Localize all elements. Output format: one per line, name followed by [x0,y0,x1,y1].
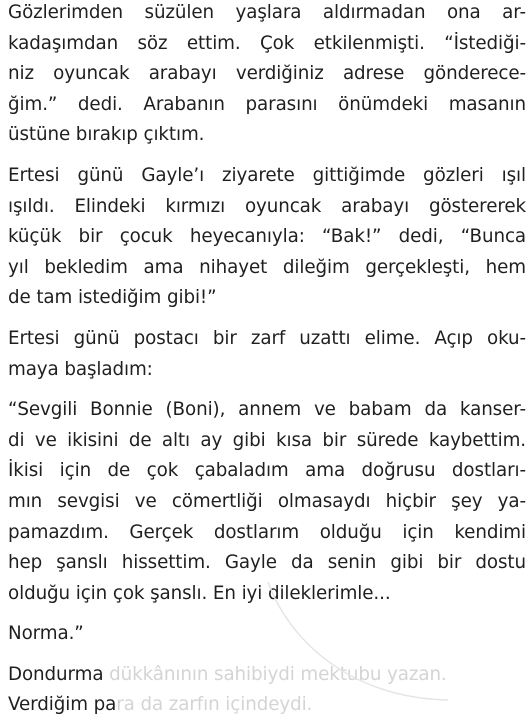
text-line: küçük bir çocuk heyecanıyla: “Bak!” dedi, “Bunca [8,226,526,248]
text-line: di ve ikisini de altı ay gibi kısa bir sürede kaybettim. [8,429,526,451]
text-line: ğim.” dedi. Arabanın parasını önümdeki masanın [8,93,526,115]
paragraph-2 [8,161,526,314]
text-line [8,660,526,691]
text-faded: dükkânının sahibiydi mektubu yazan. [109,663,447,685]
text-line: niz oyuncak arabayı verdiğiniz adrese gönderece- [8,63,526,85]
text-line: İkisi için de çok çabaladım ama doğrusu dostları- [8,460,526,482]
paragraph-4-letter [8,395,526,609]
text-line: ışıldı. Elindeki kırmızı oyuncak arabayı göstererek [8,195,526,217]
text-line: mın sevgisi ve cömertliği olmasaydı hiçbir şey ya- [8,490,526,512]
text-dark: Verdiğim pa [8,694,117,716]
paragraph-6-fading [8,660,526,721]
paragraph-1 [8,0,526,151]
paragraph-3 [8,324,526,385]
text-line: yıl bekledim ama nihayet dileğim gerçekleşti, hem [8,256,526,278]
text-line: pamazdım. Gerçek dostlarım olduğu için kendimi [8,521,526,543]
text-line [8,690,526,721]
text-dark: Dondurma [8,663,110,685]
text-line: üstüne bırakıp çıktım. [8,124,205,146]
text-line: Gözlerimden süzülen yaşlara aldırmadan ona ar- [8,2,526,23]
text-line: Ertesi günü postacı bir zarf uzattı elime. Açıp oku- [8,327,526,349]
paragraph-5-signature [8,619,526,650]
text-faded: ra da zarfın içindeydi. [116,694,313,716]
text-line: olduğu için çok şanslı. En iyi dileklerimle... [8,582,391,604]
text-line: Norma.” [8,623,84,645]
document-page [8,0,526,721]
text-line: kadaşımdan söz ettim. Çok etkilenmişti. “İstediği- [8,32,526,54]
text-line: “Sevgili Bonnie (Boni), annem ve babam da kanser- [8,399,526,421]
text-line: hep şanslı hissettim. Gayle da senin gibi bir dostu [8,552,526,574]
text-line: maya başladım: [8,358,153,380]
text-line: Ertesi günü Gayle’ı ziyarete gittiğimde gözleri ışıl [8,164,526,186]
text-line: de tam istediğim gibi!” [8,287,217,309]
